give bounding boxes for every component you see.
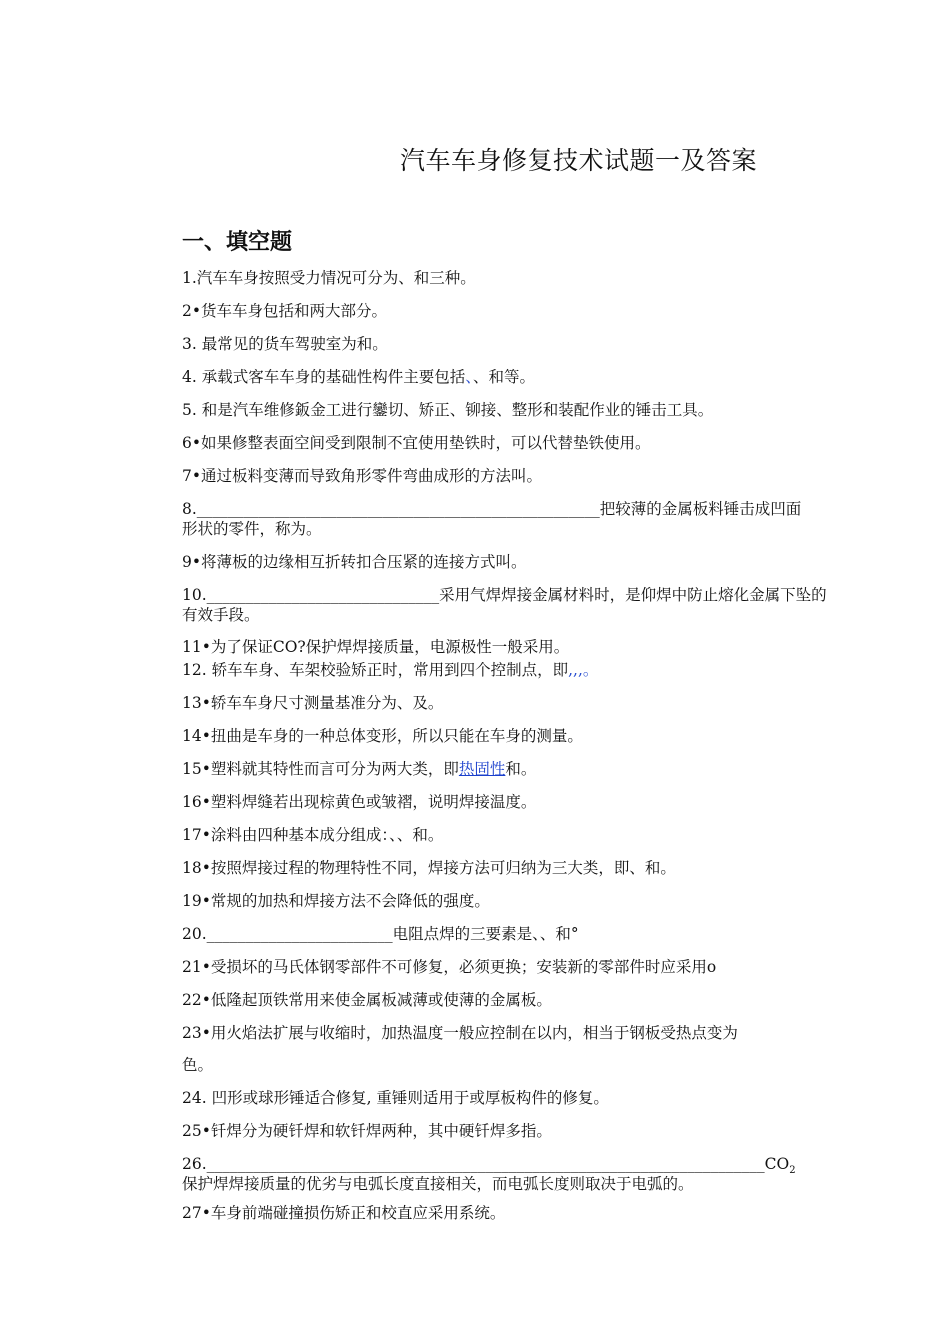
question-12-text: 12. 轿车车身、车架校验矫正时，常用到四个控制点，即	[182, 661, 569, 679]
question-10-line2: 有效手段。	[182, 606, 260, 624]
question-22: 22•低隆起顶铁常用来使金属板减薄或使薄的金属板。	[182, 991, 552, 1009]
question-12	[182, 660, 598, 680]
question-8-line2: 形状的零件，称为。	[182, 520, 322, 538]
question-12-comma-3: ,	[577, 661, 583, 679]
question-5: 5. 和是汽车维修鈑金工进行鑾切、矫正、铆接、整形和装配作业的锤击工具。	[182, 401, 714, 419]
question-10-line1: 10.______________________________采用气焊焊接金属材料时，是仰焊中防止熔化金属下坠的	[182, 586, 827, 604]
question-12-comma-2: ,	[573, 661, 578, 679]
question-12-comma-1: ,	[568, 661, 574, 679]
question-15	[182, 759, 536, 779]
question-11: 11•为了保证CO?保护焊焊接质量，电源极性一般采用。	[182, 638, 570, 656]
question-23-line1: 23•用火焰法扩展与收缩时，加热温度一般应控制在以内，相当于钢板受热点变为	[182, 1024, 738, 1042]
question-23-line2: 色。	[182, 1056, 214, 1074]
question-1: 1.汽车车身按照受力情况可分为、和三种。	[182, 269, 476, 287]
document-title: 汽车车身修复技术试题一及答案	[400, 146, 758, 175]
question-7: 7•通过板料变薄而导致角形零件弯曲成形的方法叫。	[182, 467, 543, 485]
question-14: 14•扭曲是车身的一种总体变形，所以只能在车身的测量。	[182, 727, 583, 745]
question-12-period: 。	[582, 661, 599, 679]
question-4-separator: 、	[465, 368, 473, 386]
co2-subscript: 2	[789, 1165, 796, 1177]
question-17: 17•涂料由四种基本成分组成：、、和。	[182, 826, 444, 844]
question-25: 25•钎焊分为硬钎焊和软钎焊两种，其中硬钎焊多指。	[182, 1122, 552, 1140]
question-4-tail: 、和等。	[472, 368, 535, 386]
question-16: 16•塑料焊缝若出现棕黄色或皱褶，说明焊接温度。	[182, 793, 537, 811]
question-26-line2: 保护焊焊接质量的优劣与电弧长度直接相关，而电弧长度则取决于电弧的。	[182, 1175, 694, 1193]
question-24: 24. 凹形或球形锤适合修复, 重锤则适用于或厚板构件的修复。	[182, 1089, 609, 1107]
question-6: 6•如果修整表面空间受到限制不宜使用垫铁时，可以代替垫铁使用。	[182, 434, 651, 452]
question-3: 3. 最常见的货车驾驶室为和。	[182, 335, 388, 353]
thermoset-link[interactable]: 热固性	[458, 760, 506, 778]
question-13: 13•轿车车身尺寸测量基准分为、及。	[182, 694, 444, 712]
question-2: 2•货车车身包括和两大部分。	[182, 302, 388, 320]
question-27: 27•车身前端碰撞损伤矫正和校直应采用系统。	[182, 1204, 506, 1222]
question-15-text: 15•塑料就其特性而言可分为两大类，即	[182, 760, 459, 778]
question-8-line1: 8.____________________________________________________把较薄的金属板料锤击成凹面	[182, 500, 802, 518]
question-15-tail: 和。	[505, 760, 537, 778]
question-9: 9•将薄板的边缘相互折转扣合压紧的连接方式叫。	[182, 553, 527, 571]
question-21: 21•受损坏的马氏体钢零部件不可修复，必须更换；安装新的零部件时应采用o	[182, 958, 717, 976]
section-heading: 一、填空题	[182, 230, 293, 255]
question-18: 18•按照焊接过程的物理特性不同，焊接方法可归纳为三大类，即、和。	[182, 859, 676, 877]
question-4-text: 4. 承载式客车车身的基础性构件主要包括	[182, 368, 466, 386]
question-26-text: 26.________________________________________________________________________CO	[182, 1155, 790, 1173]
question-20: 20.________________________电阻点焊的三要素是、、和°	[182, 925, 579, 943]
question-4	[182, 367, 535, 387]
question-19: 19•常规的加热和焊接方法不会降低的强度。	[182, 892, 490, 910]
